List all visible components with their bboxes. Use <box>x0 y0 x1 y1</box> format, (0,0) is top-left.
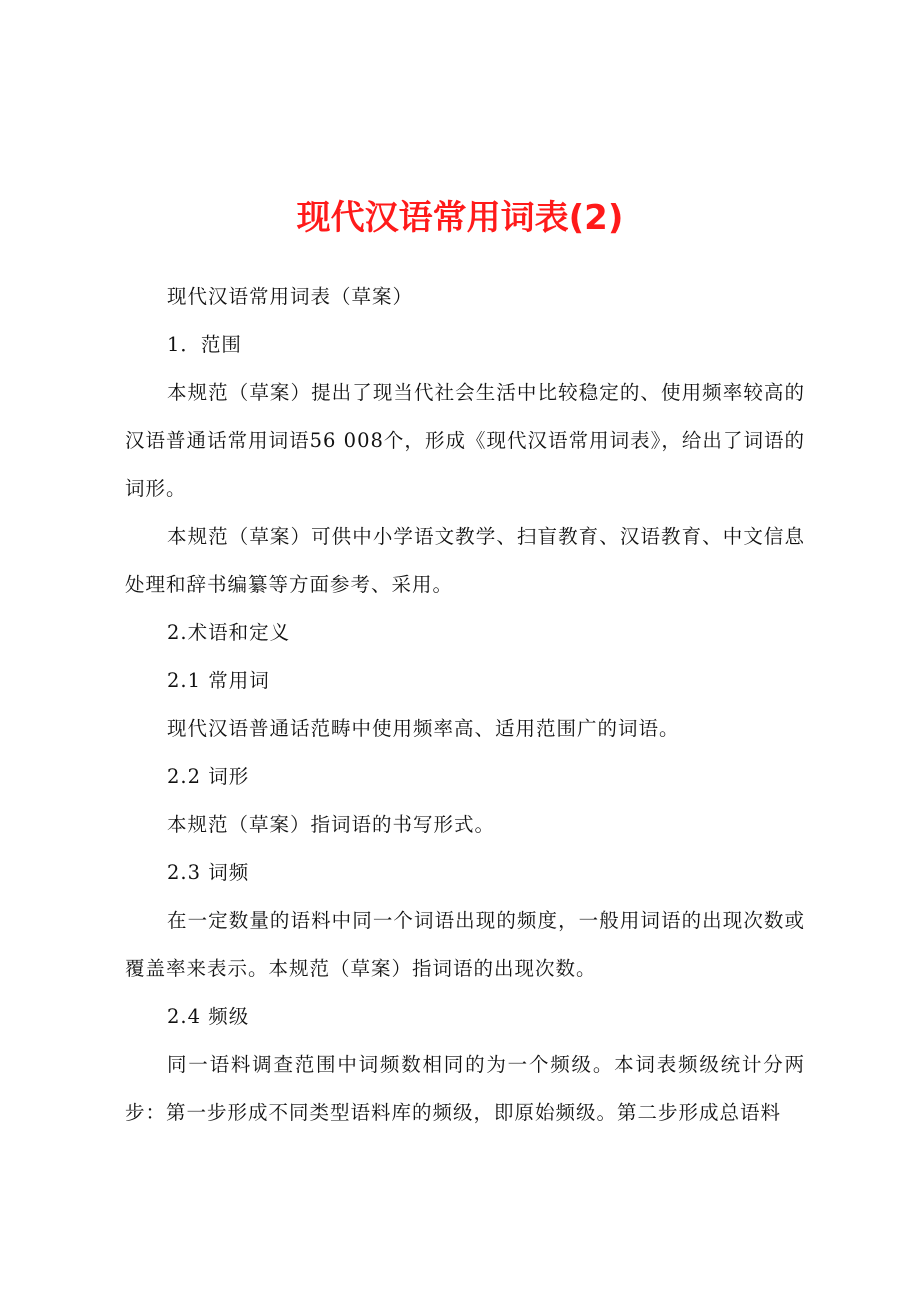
document-body <box>125 273 805 1137</box>
subsection-heading: 2.2 词形 <box>167 765 250 788</box>
subsection-heading: 2.4 频级 <box>167 1005 250 1028</box>
paragraph: 本规范（草案）可供中小学语文教学、扫盲教育、汉语教育、中文信息处理和辞书编纂等方面参考、采用。 <box>125 525 805 596</box>
document-title: 现代汉语常用词表(2) <box>296 198 624 238</box>
section-heading: 1．范围 <box>167 333 242 356</box>
subsection-heading: 2.3 词频 <box>167 861 250 884</box>
paragraph: 本规范（草案）提出了现当代社会生活中比较稳定的、使用频率较高的汉语普通话常用词语56 008个，形成《现代汉语常用词表》，给出了词语的词形。 <box>125 381 805 500</box>
paragraph: 现代汉语普通话范畴中使用频率高、适用范围广的词语。 <box>167 717 680 740</box>
paragraph: 同一语料调查范围中词频数相同的为一个频级。本词表频级统计分两步：第一步形成不同类型语料库的频级，即原始频级。第二步形成总语料 <box>125 1053 805 1124</box>
paragraph: 在一定数量的语料中同一个词语出现的频度，一般用词语的出现次数或覆盖率来表示。本规范（草案）指词语的出现次数。 <box>125 909 805 980</box>
subtitle: 现代汉语常用词表（草案） <box>167 285 414 308</box>
section-heading: 2.术语和定义 <box>167 621 291 644</box>
subsection-heading: 2.1 常用词 <box>167 669 270 692</box>
paragraph: 本规范（草案）指词语的书写形式。 <box>167 813 496 836</box>
